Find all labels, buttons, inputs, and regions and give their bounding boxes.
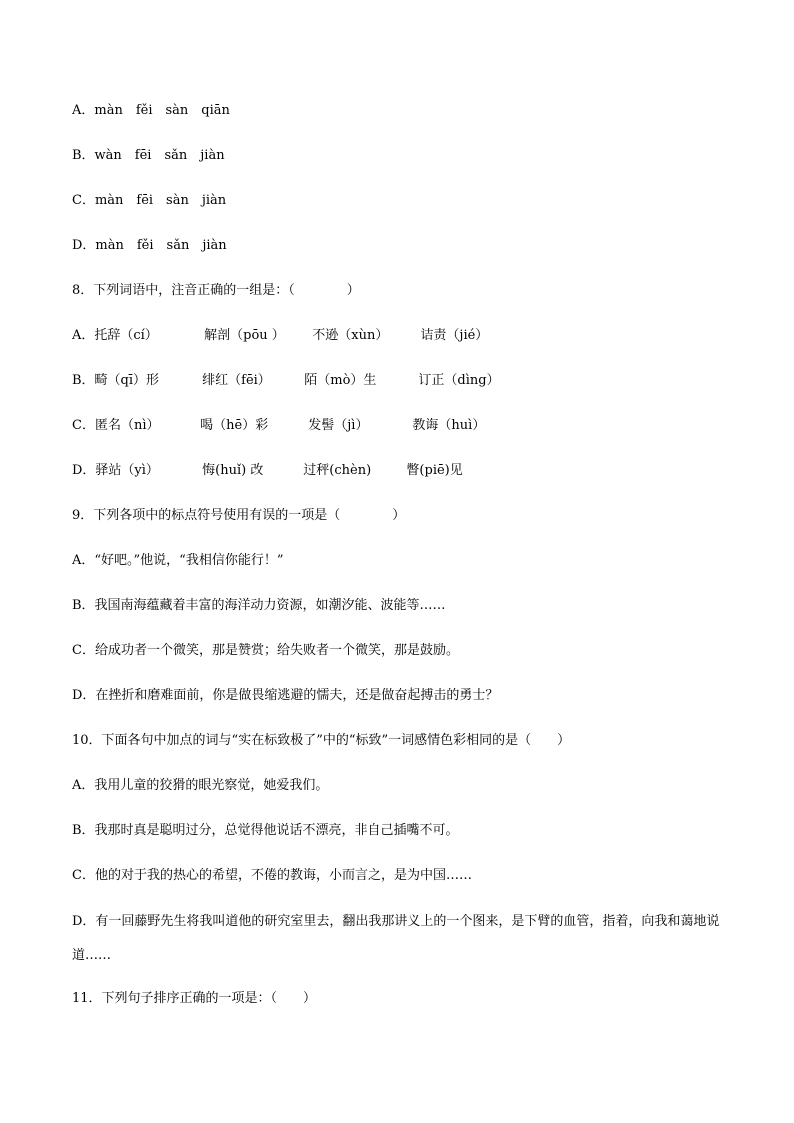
q8a-item-3: 不逊（xùn） bbox=[312, 328, 389, 343]
q8d-item-1: D．驿站（yì） bbox=[72, 463, 159, 478]
q10-option-c: C．他的对于我的热心的希望，不倦的教诲，小而言之，是为中国…… bbox=[72, 868, 472, 883]
q11-question: 11．下列句子排序正确的一项是：（ ） bbox=[72, 991, 317, 1006]
q9-question: 9．下列各项中的标点符号使用有误的一项是（ ） bbox=[72, 508, 406, 523]
q8b-item-2: 绯红（fēi） bbox=[202, 373, 271, 388]
q8-option-d bbox=[72, 462, 754, 480]
q8c-item-4: 教诲（huì） bbox=[412, 418, 486, 433]
q8b-item-4: 订正（dìng） bbox=[418, 373, 500, 388]
q8c-item-2: 喝（hē）彩 bbox=[200, 418, 269, 433]
q8a-item-4: 诘责（jié） bbox=[420, 328, 489, 343]
q9-option-d: D．在挫折和磨难面前，你是做畏缩逃避的懦夫，还是做奋起搏击的勇士？ bbox=[72, 688, 499, 703]
q8-option-b bbox=[72, 372, 754, 390]
q7-option-d: D．màn fěi sǎn jiàn bbox=[72, 238, 227, 253]
q8a-item-2: 解剖（pōu ） bbox=[204, 328, 285, 343]
q8d-item-3: 过秤(chèn) bbox=[303, 463, 372, 478]
q8c-item-3: 发髻（jì） bbox=[308, 418, 369, 433]
q8a-item-1: A．托辞（cí） bbox=[72, 328, 158, 343]
q8d-item-4: 瞥(piē)见 bbox=[406, 463, 463, 478]
q9-option-c: C．给成功者一个微笑，那是赞赏；给失败者一个微笑，那是鼓励。 bbox=[72, 643, 459, 658]
q7-option-b: B．wàn fēi sǎn jiàn bbox=[72, 148, 225, 163]
q10-option-a: A．我用儿童的狡猾的眼光察觉，她爱我们。 bbox=[72, 778, 329, 793]
q9-option-b: B．我国南海蕴藏着丰富的海洋动力资源，如潮汐能、波能等…… bbox=[72, 598, 446, 613]
q8-option-c bbox=[72, 417, 754, 435]
q8-option-a bbox=[72, 327, 754, 345]
q8d-item-2: 悔(huǐ) 改 bbox=[202, 463, 264, 478]
q9-option-a: A．“好吧。”他说，“我相信你能行！” bbox=[72, 553, 284, 568]
q10-option-d: D．有一回藤野先生将我叫道他的研究室里去，翻出我那讲义上的一个图来，是下臂的血管，指着，向我和蔼地说道…… bbox=[72, 914, 720, 963]
q8b-item-1: B．畸（qī）形 bbox=[72, 373, 160, 388]
q10-option-b: B．我那时真是聪明过分，总觉得他说话不漂亮，非自己插嘴不可。 bbox=[72, 823, 459, 838]
q10-question: 10．下面各句中加点的词与“实在标致极了”中的“标致”一词感情色彩相同的是（ ） bbox=[72, 733, 571, 748]
q8c-item-1: C．匿名（nì） bbox=[72, 418, 160, 433]
q8b-item-3: 陌（mò）生 bbox=[304, 373, 377, 388]
q7-option-a: A．màn fěi sàn qiān bbox=[72, 103, 230, 118]
q7-option-c: C．màn fēi sàn jiàn bbox=[72, 193, 227, 208]
q8-question: 8．下列词语中，注音正确的一组是：（ ） bbox=[72, 283, 360, 298]
